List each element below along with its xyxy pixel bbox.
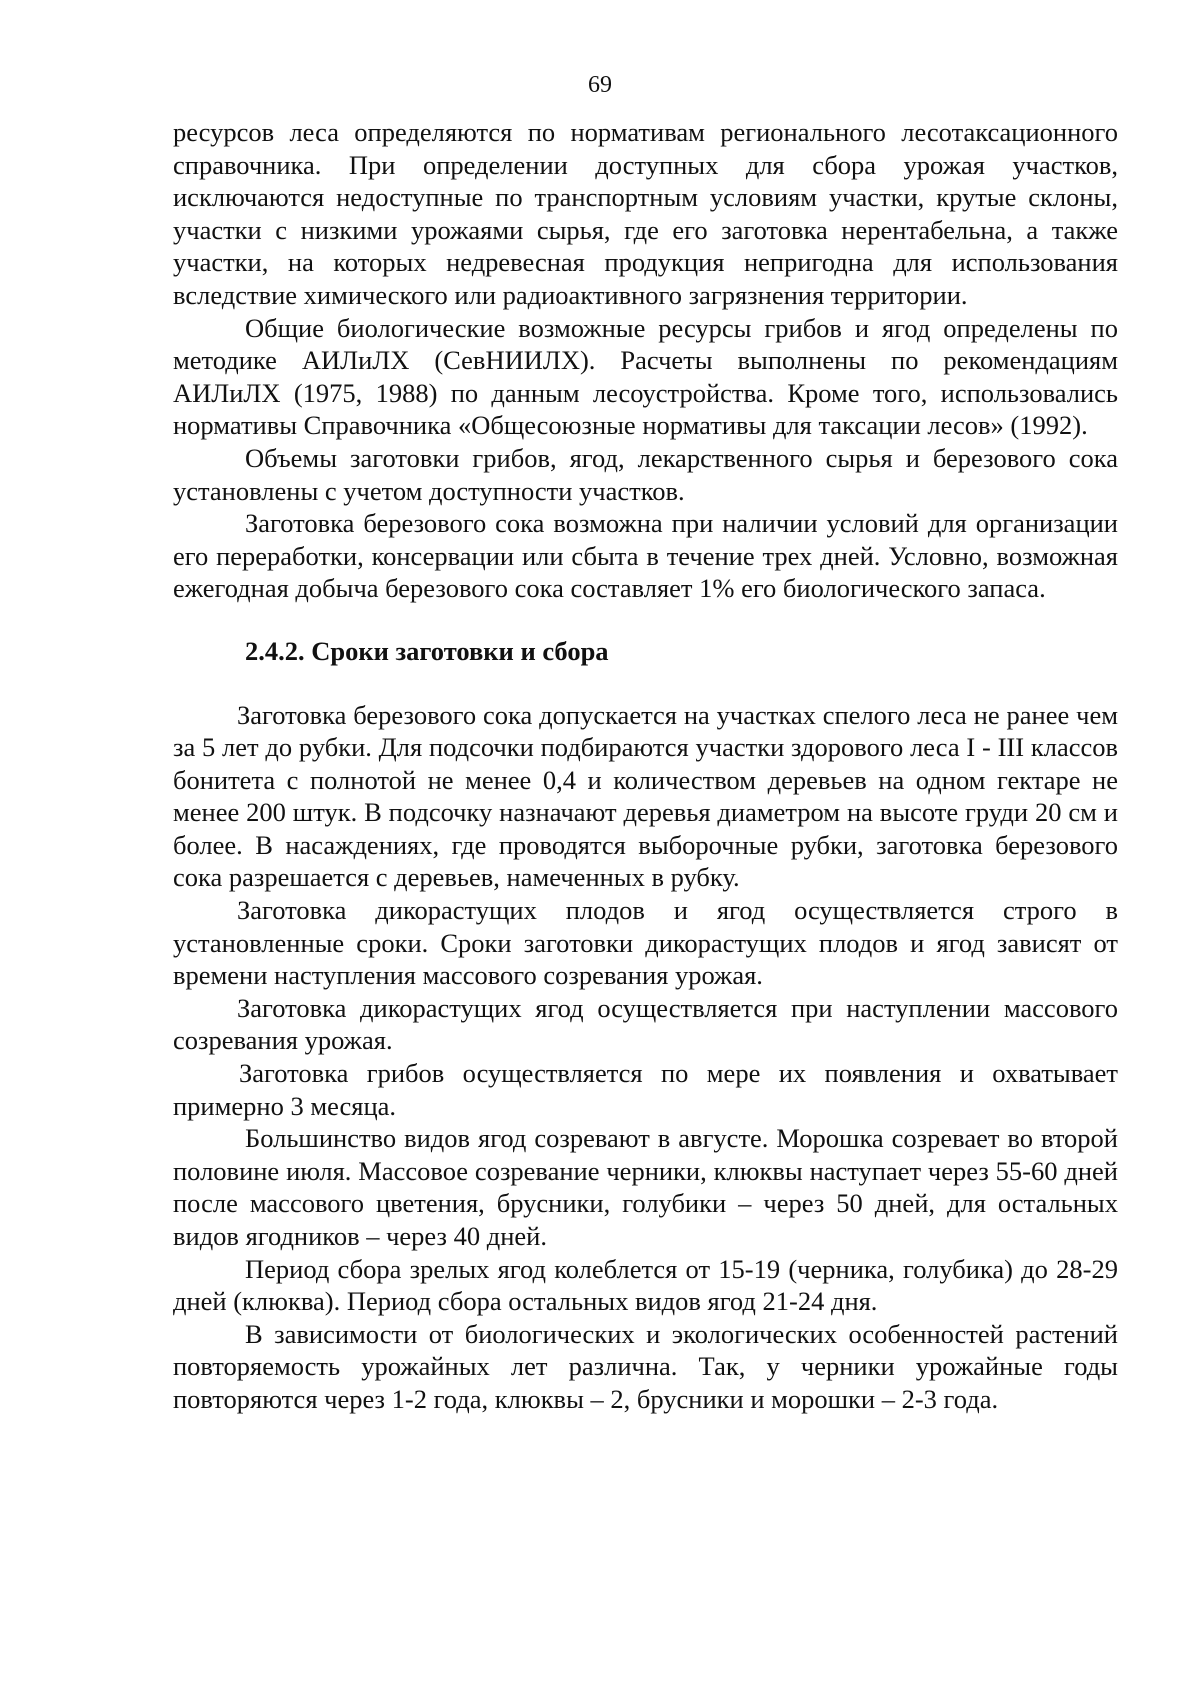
paragraph-birch-sap-conditions: Заготовка березового сока возможна при наличии условий для организации его переработки, консервации или сбыта в течение трех дней. Условно, возможная ежегодная добыча березового сока составляет 1% его биологического запаса. (173, 508, 1118, 604)
document-body (173, 116, 1118, 1416)
section-heading: 2.4.2. Сроки заготовки и сбора (245, 635, 609, 666)
paragraph-wild-fruit-terms: Заготовка дикорастущих плодов и ягод осуществляется строго в установленные сроки. Сроки заготовки дикорастущих плодов и ягод зависят от времени наступления массового созревания урожая. (173, 895, 1118, 991)
paragraph-harvest-volumes: Объемы заготовки грибов, ягод, лекарственного сырья и березового сока установлены с учетом доступности участков. (173, 442, 1118, 506)
paragraph-harvest-frequency: В зависимости от биологических и экологических особенностей растений повторяемость урожайных лет различна. Так, у черники урожайные годы повторяются через 1-2 года, клюквы – 2, брусники и морошки – 2-3 года. (173, 1318, 1118, 1414)
paragraph-berry-ripening: Большинство видов ягод созревают в августе. Морошка созревает во второй половине июля. Массовое созревание черники, клюквы наступает через 55-60 дней после массового цветения, брусники, голубики – через 50 дней, для остальных видов ягодников – через 40 дней. (173, 1123, 1118, 1251)
paragraph-birch-sap-harvesting: Заготовка березового сока допускается на участках спелого леса не ранее чем за 5 лет до рубки. Для подсочки подбираются участки здорового леса I - III классов бонитета с полнотой не менее 0,4 и количеством деревьев на одном гектаре не менее 200 штук. В подсочку назначают деревья диаметром на высоте груди 20 см и более. В насаждениях, где проводятся выборочные рубки, заготовка березового сока разрешается с деревьев, намеченных в рубку. (173, 699, 1118, 893)
page-number: 69 (588, 72, 612, 98)
paragraph-biological-resources: Общие биологические возможные ресурсы грибов и ягод определены по методике АИЛиЛХ (СевНИИЛХ). Расчеты выполнены по рекомендациям АИЛиЛХ (1975, 1988) по данным лесоустройства. Кроме того, использовались нормативы Справочника «Общесоюзные нормативы для таксации лесов» (1992). (173, 312, 1118, 441)
paragraph-mushrooms: Заготовка грибов осуществляется по мере их появления и охватывает примерно 3 месяца. (173, 1058, 1118, 1121)
paragraph-picking-period: Период сбора зрелых ягод колеблется от 15-19 (черника, голубика) до 28-29 дней (клюква). Период сбора остальных видов ягод 21-24 дня. (173, 1253, 1118, 1317)
paragraph-wild-berries: Заготовка дикорастущих ягод осуществляется при наступлении массового созревания урожая. (173, 992, 1118, 1056)
paragraph-resource-norms: ресурсов леса определяются по нормативам регионального лесотаксационного справочника. При определении доступных для сбора урожая участков, исключаются недоступные по транспортным условиям участки, крутые склоны, участки с низкими урожаями сырья, где его заготовка нерентабельна, а также участки, на которых недревесная продукция непригодна для использования вследствие химического или радиоактивного загрязнения территории. (173, 117, 1118, 310)
